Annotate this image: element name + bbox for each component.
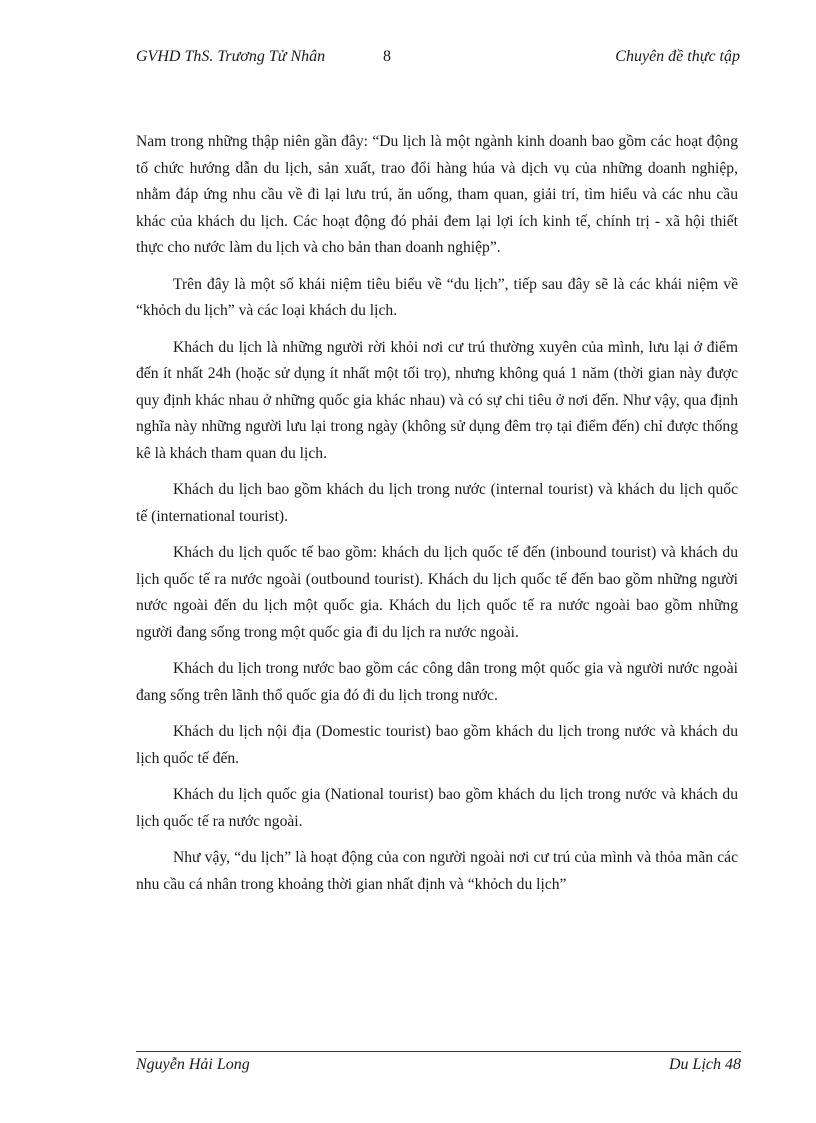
page-header <box>136 48 740 70</box>
paragraph: Như vậy, “du lịch” là hoạt động của con người ngoài nơi cư trú của mình và thỏa mãn các nhu cầu cá nhân trong khoảng thời gian nhất định và “khỏch du lịch” <box>136 849 738 893</box>
paragraph: Khách du lịch trong nước bao gồm các công dân trong một quốc gia và người nước ngoài đang sống trên lãnh thổ quốc gia đó đi du lịch trong nước. <box>136 660 738 704</box>
paragraph: Khách du lịch là những người rời khỏi nơi cư trú thường xuyên của mình, lưu lại ở điểm đến ít nhất 24h (hoặc sử dụng ít nhất một tối trọ), nhưng không quá 1 năm (thời gian này được quy định khác nhau ở những quốc gia khác nhau) và có sự chi tiêu ở nơi đến. Như vậy, qua định nghĩa này những người lưu lại trong ngày (không sử dụng đêm trọ tại điểm đến) chỉ được thống kê là khách tham quan du lịch. <box>136 338 738 462</box>
paragraph: Khách du lịch quốc gia (National tourist) bao gồm khách du lịch trong nước và khách du lịch quốc tế ra nước ngoài. <box>136 786 738 830</box>
paragraph: Khách du lịch bao gồm khách du lịch trong nước (internal tourist) và khách du lịch quốc tế (international tourist). <box>136 481 738 525</box>
paragraph: Khách du lịch nội địa (Domestic tourist) bao gồm khách du lịch trong nước và khách du lịch quốc tế đến. <box>136 723 738 767</box>
footer-divider <box>136 1051 741 1052</box>
page-footer <box>136 1056 741 1078</box>
header-document-title: Chuyên đề thực tập <box>615 48 740 65</box>
paragraph: Trên đây là một số khái niệm tiêu biểu về “du lịch”, tiếp sau đây sẽ là các khái niệm về “khỏch du lịch” và các loại khách du lịch. <box>136 275 738 319</box>
header-advisor: GVHD ThS. Trương Tử Nhân <box>136 48 326 65</box>
footer-class: Du Lịch 48 <box>669 1056 741 1073</box>
paragraph: Khách du lịch quốc tế bao gồm: khách du lịch quốc tế đến (inbound tourist) và khách du lịch quốc tế ra nước ngoài (outbound tourist). Khách du lịch quốc tế đến bao gồm những người nước ngoài đến du lịch một quốc gia. Khách du lịch quốc tế ra nước ngoài bao gồm những người đang sống trong một quốc gia đi du lịch ra nước ngoài. <box>136 544 738 641</box>
paragraph-continued: Nam trong những thập niên gần đây: “Du lịch là một ngành kinh doanh bao gồm các hoạt động tổ chức hướng dẫn du lịch, sản xuất, trao đổi hàng húa và dịch vụ của những doanh nghiệp, nhằm đáp ứng nhu cầu về đi lại lưu trú, ăn uống, tham quan, giải trí, tìm hiểu và các nhu cầu khác của khách du lịch. Các hoạt động đó phải đem lại lợi ích kinh tế, chính trị - xã hội thiết thực cho nước làm du lịch và cho bản than doanh nghiệp”. <box>136 133 738 256</box>
document-body <box>136 129 738 908</box>
footer-author: Nguyễn Hải Long <box>136 1056 250 1073</box>
page-number: 8 <box>383 48 391 65</box>
